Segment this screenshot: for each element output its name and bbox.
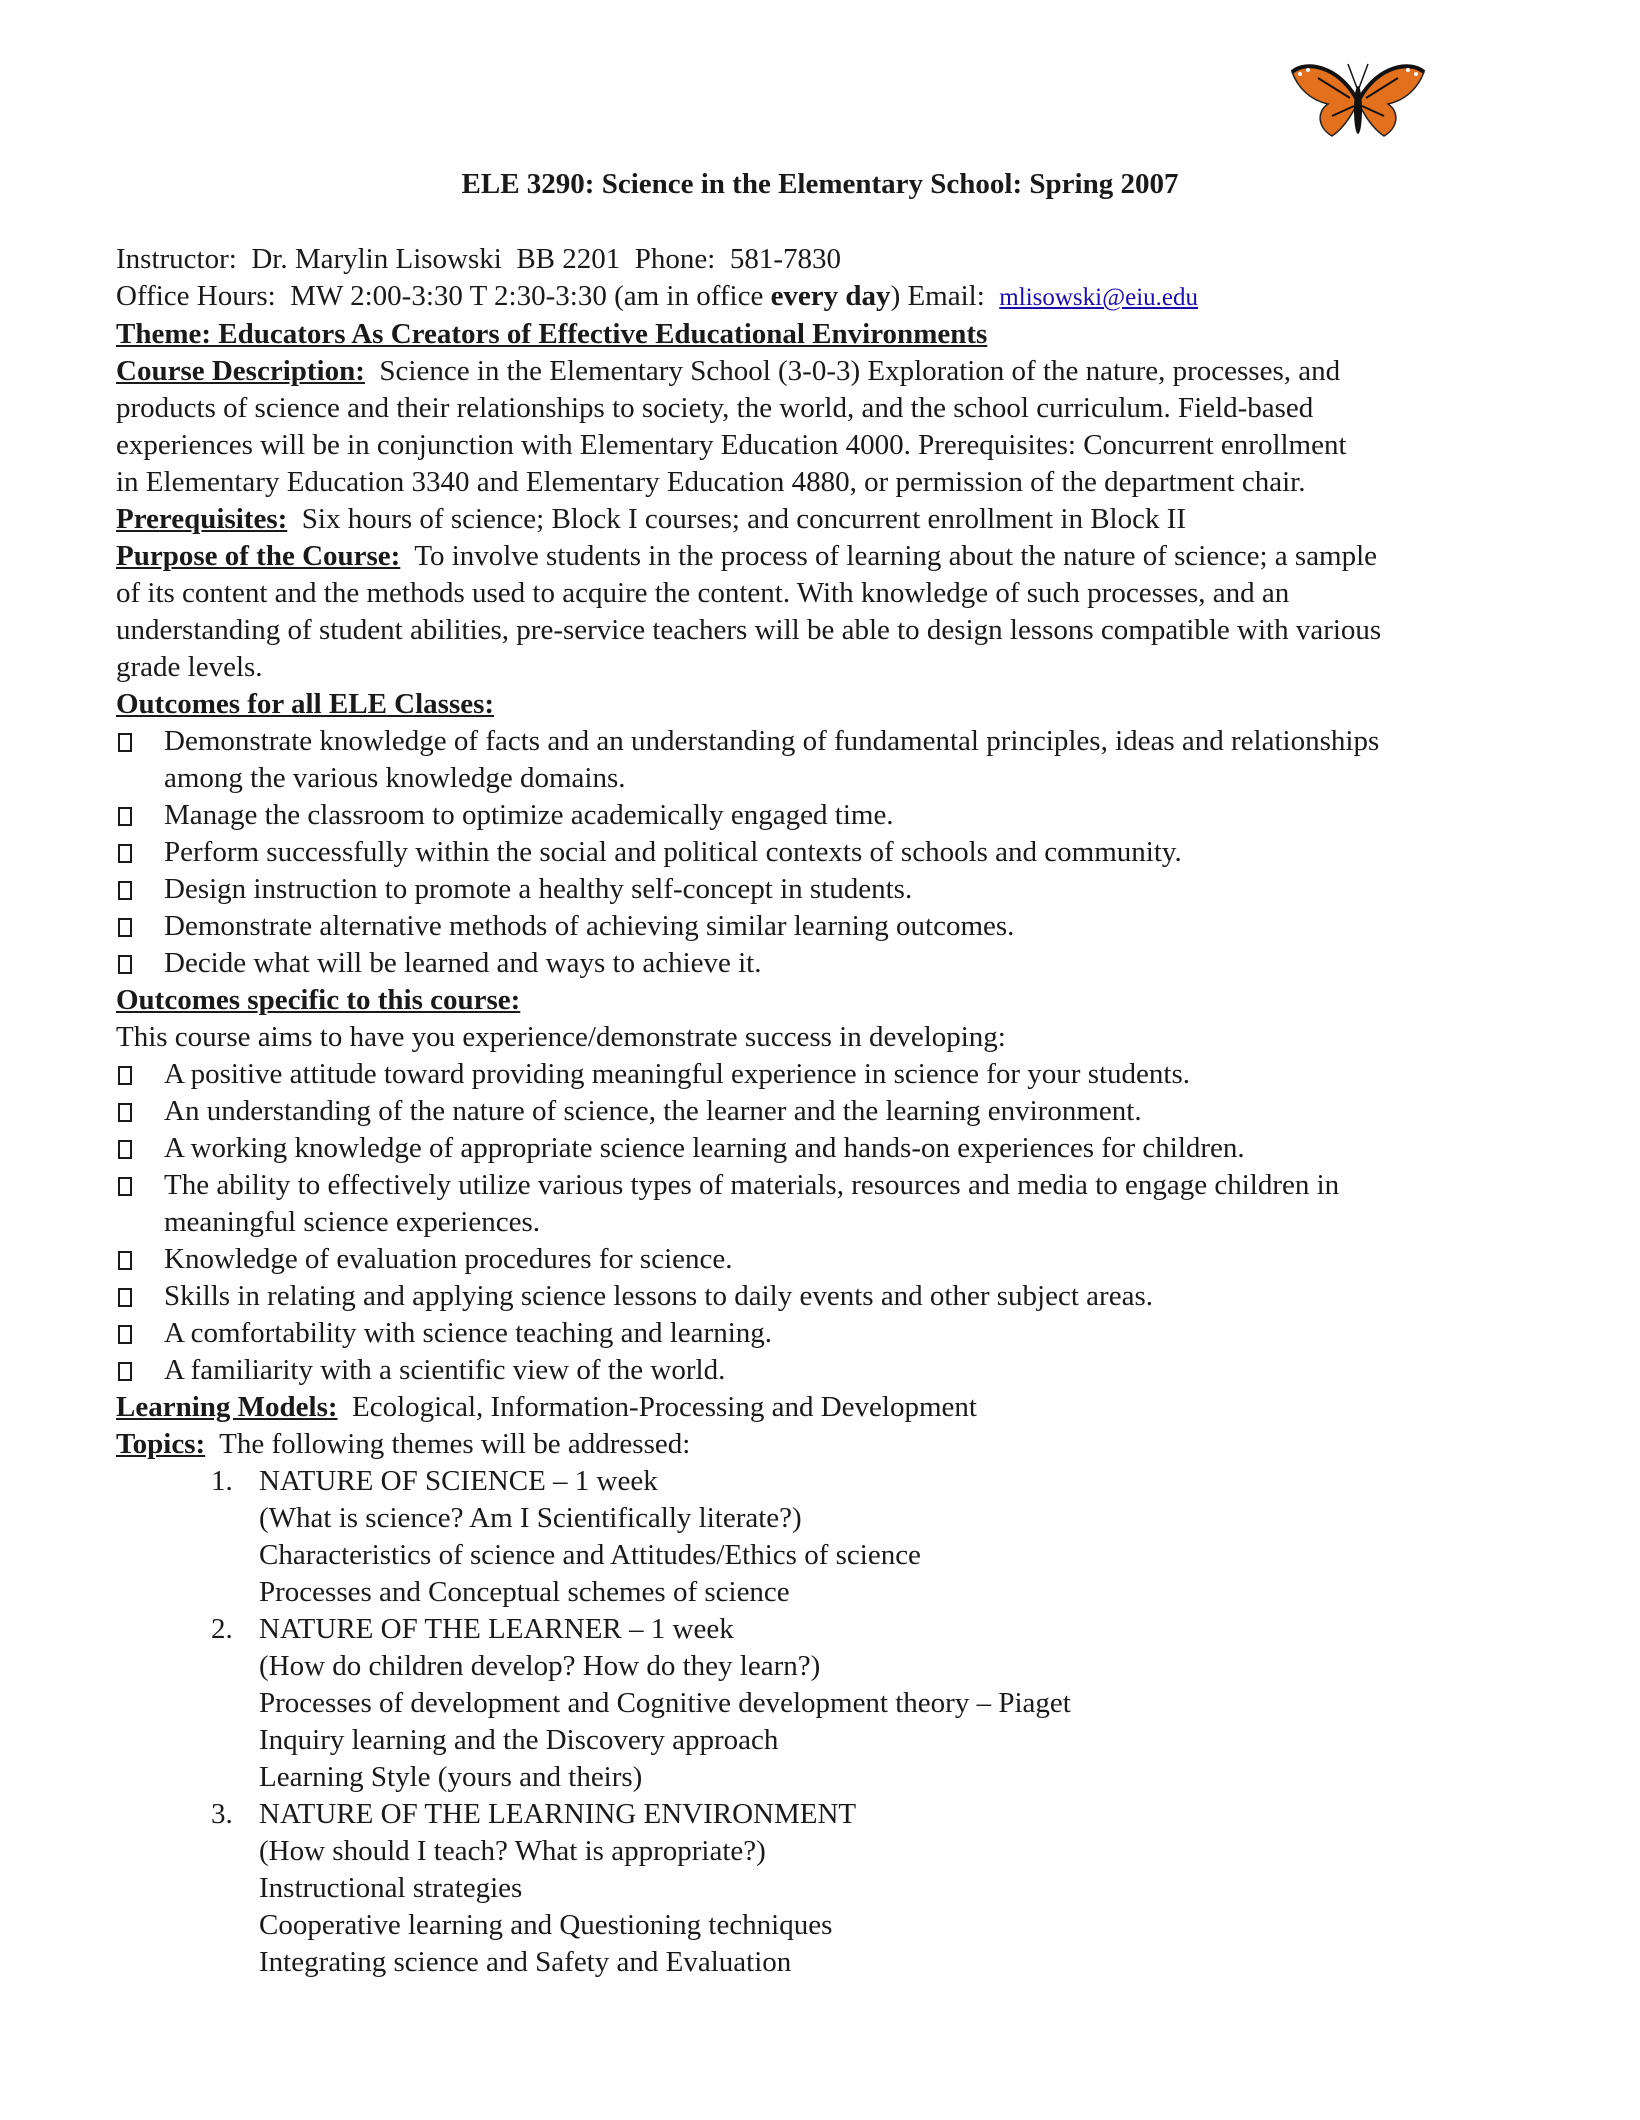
list-item: [116, 723, 1516, 797]
butterfly-icon: [1288, 58, 1428, 154]
outcomes-course-heading: Outcomes specific to this course:: [116, 984, 521, 1016]
topics-intro-line: [116, 1426, 1516, 1463]
list-item: [116, 1130, 1516, 1167]
list-item-text: Skills in relating and applying science lessons to daily events and other subject areas.: [164, 1280, 1153, 1312]
list-item-text: Manage the classroom to optimize academically engaged time.: [164, 799, 894, 831]
checkbox-icon: [118, 1103, 132, 1122]
topic-detail: (What is science? Am I Scientifically literate?): [259, 1502, 802, 1534]
topic-item: [116, 1611, 1516, 1796]
list-item: [116, 1315, 1516, 1352]
purpose-label: Purpose of the Course:: [116, 540, 401, 572]
checkbox-icon: [118, 1177, 132, 1196]
outcomes-all-heading: Outcomes for all ELE Classes:: [116, 688, 495, 720]
topic-item: [116, 1796, 1516, 1981]
topic-detail: Inquiry learning and the Discovery approach: [259, 1724, 779, 1756]
list-item-text: Design instruction to promote a healthy self-concept in students.: [164, 873, 913, 905]
topic-detail: Characteristics of science and Attitudes/Ethics of science: [259, 1539, 921, 1571]
checkbox-icon: [118, 1325, 132, 1344]
list-item: [116, 1056, 1516, 1093]
office-hours-label: Office Hours:: [116, 280, 276, 312]
prerequisites-text: Six hours of science; Block I courses; and concurrent enrollment in Block II: [301, 503, 1187, 535]
instructor-line: [116, 241, 1516, 278]
email-link[interactable]: mlisowski@eiu.edu: [999, 284, 1199, 311]
topic-title: NATURE OF THE LEARNER – 1 week: [259, 1613, 734, 1645]
purpose-line: grade levels.: [116, 651, 263, 683]
checkbox-icon: [118, 918, 132, 937]
purpose-line: understanding of student abilities, pre-service teachers will be able to design lessons compatible with various: [116, 614, 1382, 646]
list-item: [116, 1093, 1516, 1130]
checkbox-icon: [118, 807, 132, 826]
outcomes-course-intro: This course aims to have you experience/demonstrate success in developing:: [116, 1021, 1006, 1053]
list-item: [116, 908, 1516, 945]
list-item: [116, 871, 1516, 908]
topics-list: [116, 1463, 1516, 1981]
checkbox-icon: [118, 844, 132, 863]
phone-label: Phone:: [634, 243, 716, 275]
topic-detail: Instructional strategies: [259, 1872, 523, 1904]
topic-title: NATURE OF THE LEARNING ENVIRONMENT: [259, 1798, 857, 1830]
course-description: [116, 353, 1516, 501]
topic-detail: (How do children develop? How do they learn?): [259, 1650, 821, 1682]
topic-detail: Integrating science and Safety and Evaluation: [259, 1946, 792, 1978]
syllabus-body: [116, 241, 1516, 1981]
checkbox-icon: [118, 1140, 132, 1159]
topic-detail: Learning Style (yours and theirs): [259, 1761, 643, 1793]
list-item: [116, 797, 1516, 834]
course-description-line: in Elementary Education 3340 and Elementary Education 4880, or permission of the department chair.: [116, 466, 1306, 498]
instructor-name: Dr. Marylin Lisowski: [251, 243, 502, 275]
checkbox-icon: [118, 1251, 132, 1270]
list-item-text: Perform successfully within the social and political contexts of schools and community.: [164, 836, 1182, 868]
list-item: [116, 1352, 1516, 1389]
purpose-line: of its content and the methods used to acquire the content. With knowledge of such processes, and an: [116, 577, 1290, 609]
topic-number: 1.: [211, 1465, 233, 1497]
course-description-line: experiences will be in conjunction with Elementary Education 4000. Prerequisites: Concurrent enrollment: [116, 429, 1347, 461]
learning-models-label: Learning Models:: [116, 1391, 338, 1423]
course-purpose: [116, 538, 1516, 686]
learning-models: [116, 1389, 1516, 1426]
course-description-label: Course Description:: [116, 355, 365, 387]
checkbox-icon: [118, 1066, 132, 1085]
checkbox-icon: [118, 1362, 132, 1381]
topic-title: NATURE OF SCIENCE – 1 week: [259, 1465, 658, 1497]
checkbox-icon: [118, 733, 132, 752]
page-title: ELE 3290: Science in the Elementary School: Spring 2007: [461, 168, 1179, 200]
checkbox-icon: [118, 955, 132, 974]
topics-intro: The following themes will be addressed:: [219, 1428, 691, 1460]
list-item: [116, 1167, 1516, 1241]
phone-number: 581-7830: [729, 243, 842, 275]
list-item: [116, 1241, 1516, 1278]
prerequisites-label: Prerequisites:: [116, 503, 288, 535]
purpose-line: To involve students in the process of learning about the nature of science; a sample: [414, 540, 1378, 572]
list-item-text: A positive attitude toward providing meaningful experience in science for your students.: [164, 1058, 1191, 1090]
learning-models-text: Ecological, Information-Processing and Development: [352, 1391, 977, 1423]
list-item-text: Knowledge of evaluation procedures for science.: [164, 1243, 733, 1275]
list-item-text: A working knowledge of appropriate science learning and hands-on experiences for children.: [164, 1132, 1245, 1164]
list-item-text: The ability to effectively utilize various types of materials, resources and media to engage children in: [164, 1169, 1340, 1201]
list-item-text: Demonstrate alternative methods of achieving similar learning outcomes.: [164, 910, 1015, 942]
list-item-text: among the various knowledge domains.: [164, 762, 626, 794]
list-item: [116, 945, 1516, 982]
list-item-text: Decide what will be learned and ways to achieve it.: [164, 947, 762, 979]
topic-number: 3.: [211, 1798, 233, 1830]
instructor-room: BB 2201: [516, 243, 621, 275]
outcomes-all-list: [116, 723, 1516, 982]
topic-detail: Processes and Conceptual schemes of science: [259, 1576, 790, 1608]
checkbox-icon: [118, 881, 132, 900]
topic-detail: Processes of development and Cognitive development theory – Piaget: [259, 1687, 1071, 1719]
topic-detail: (How should I teach? What is appropriate?): [259, 1835, 766, 1867]
list-item-text: meaningful science experiences.: [164, 1206, 541, 1238]
list-item-text: A familiarity with a scientific view of the world.: [164, 1354, 726, 1386]
instructor-label: Instructor:: [116, 243, 237, 275]
topic-number: 2.: [211, 1613, 233, 1645]
office-hours-text-end: ) Email:: [890, 280, 985, 312]
course-description-line: products of science and their relationships to society, the world, and the school curriculum. Field-based: [116, 392, 1314, 424]
list-item: [116, 834, 1516, 871]
checkbox-icon: [118, 1288, 132, 1307]
outcomes-course-list: [116, 1056, 1516, 1389]
office-hours-text: MW 2:00-3:30 T 2:30-3:30 (am in office: [290, 280, 771, 312]
topic-item: [116, 1463, 1516, 1611]
theme-heading: Theme: Educators As Creators of Effective Educational Environments: [116, 318, 988, 350]
prerequisites: [116, 501, 1516, 538]
list-item-text: A comfortability with science teaching and learning.: [164, 1317, 772, 1349]
list-item: [116, 1278, 1516, 1315]
topics-label: Topics:: [116, 1428, 206, 1460]
list-item-text: Demonstrate knowledge of facts and an understanding of fundamental principles, ideas and relationships: [164, 725, 1380, 757]
topic-detail: Cooperative learning and Questioning techniques: [259, 1909, 833, 1941]
list-item-text: An understanding of the nature of science, the learner and the learning environment.: [164, 1095, 1142, 1127]
office-hours-line: [116, 278, 1516, 316]
office-hours-emphasis: every day: [770, 280, 891, 312]
course-description-line: Science in the Elementary School (3-0-3) Exploration of the nature, processes, and: [379, 355, 1341, 387]
